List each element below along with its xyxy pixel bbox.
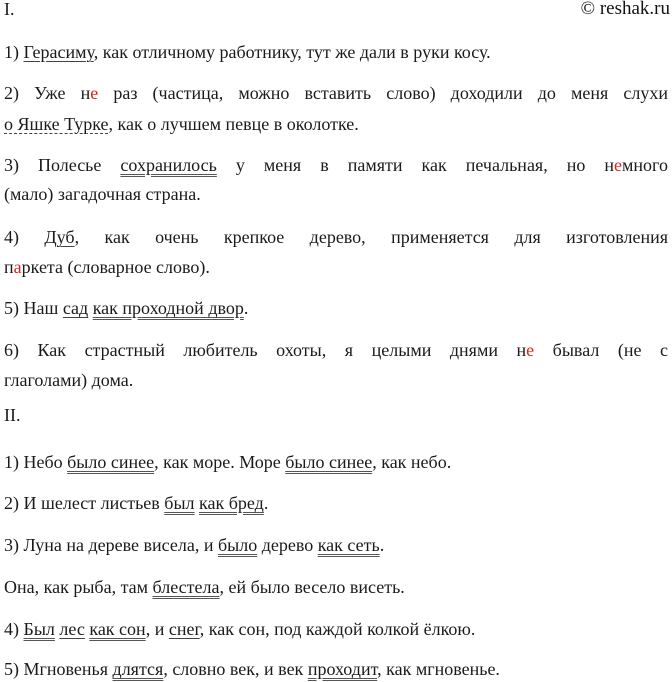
subject: сад xyxy=(62,298,89,318)
predicate: Был xyxy=(23,619,55,639)
sentence-2-4: 4) Был лес как сон, и снег, как сон, под каждой колкой ёлкою. xyxy=(4,619,476,639)
highlight-letter: а xyxy=(13,257,22,277)
highlight-letter: е xyxy=(526,340,535,360)
highlight-letter: е xyxy=(614,155,623,175)
section-heading-2: II. xyxy=(4,405,21,425)
subject: лес xyxy=(59,619,85,639)
sentence-1-3-line1: 3) Полесье сохранилось у меня в памяти как печальная, но немного xyxy=(4,155,668,175)
sentence-1-4-line2: паркета (словарное слово). xyxy=(4,257,210,277)
predicate: как сон xyxy=(89,619,146,639)
object: о Яшке Турке xyxy=(4,114,109,134)
predicate: как бред xyxy=(199,493,264,513)
sentence-1-4-line1: 4) Дуб, как очень крепкое дерево, применяется для изготовления xyxy=(4,227,669,247)
predicate: блестела xyxy=(152,577,220,597)
sentence-2-5: 5) Мгновенья длятся, словно век, и век проходит, как мгновенье. xyxy=(4,659,500,679)
watermark: © reshak.ru xyxy=(580,0,670,19)
sentence-1-3-line2: (мало) загадочная страна. xyxy=(4,184,201,204)
sentence-1-1: 1) Герасиму, как отличному работнику, тут же дали в руки косу. xyxy=(4,42,491,62)
predicate: было синее xyxy=(285,452,373,472)
sentence-1-6-line2: глаголами) дома. xyxy=(4,370,134,390)
subject: Герасиму xyxy=(23,42,94,62)
subject: Дуб xyxy=(44,227,75,247)
sentence-1-6-line1: 6) Как страстный любитель охоты, я целыми днями не бывал (не с xyxy=(4,340,668,360)
predicate: длятся xyxy=(112,659,164,679)
sentence-2-1: 1) Небо было синее, как море. Море было синее, как небо. xyxy=(4,452,452,472)
predicate: проходит xyxy=(307,659,378,679)
subject: снег xyxy=(168,619,200,639)
sentence-2-3: 3) Луна на дереве висела, и было дерево как сеть. xyxy=(4,535,385,555)
predicate: был xyxy=(164,493,195,513)
highlight-letter: е xyxy=(90,83,99,103)
predicate: как сеть xyxy=(317,535,380,555)
sentence-1-2-line2: о Яшке Турке, как о лучшем певце в околотке. xyxy=(4,114,359,134)
predicate: было синее xyxy=(67,452,155,472)
predicate: сохранилось xyxy=(120,155,217,175)
sentence-2-3-continuation: Она, как рыба, там блестела, ей было весело висеть. xyxy=(4,577,405,597)
section-heading-1: I. xyxy=(4,0,15,19)
sentence-1-5: 5) Наш сад как проходной двор. xyxy=(4,298,249,318)
predicate: было xyxy=(217,535,258,555)
predicate: как проходной двор xyxy=(92,298,244,318)
sentence-2-2: 2) И шелест листьев был как бред. xyxy=(4,493,269,513)
sentence-1-2-line1: 2) Уже не раз (частица, можно вставить слово) доходили до меня слухи xyxy=(4,83,668,103)
